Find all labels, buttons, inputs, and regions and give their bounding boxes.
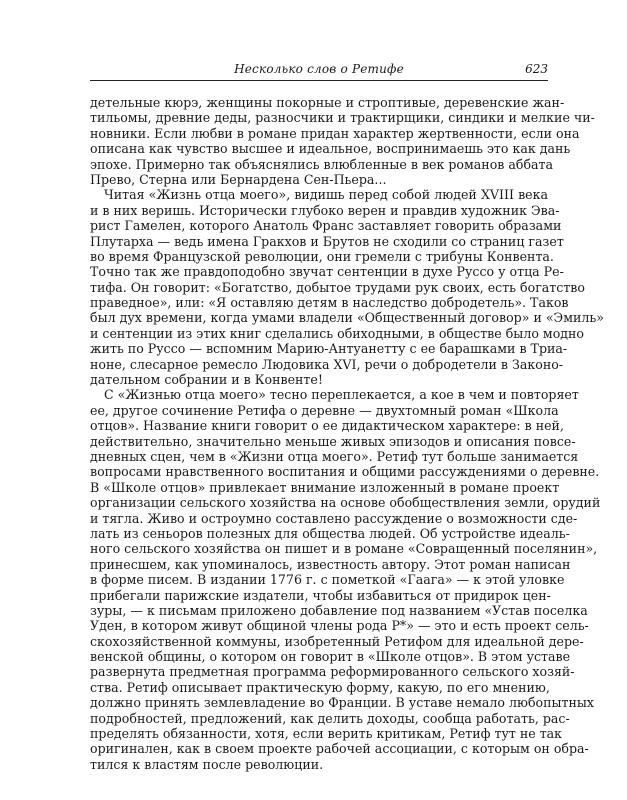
text-line: вопросами нравственного воспитания и общими рассуждениями о деревне.: [90, 464, 600, 480]
running-title: Несколько слов о Ретифе: [234, 62, 404, 76]
text-line: во время Французской революции, они гремели с трибуны Конвента.: [90, 248, 554, 264]
text-line: организации сельского хозяйства на основе обобществления земли, орудий: [90, 495, 601, 511]
text-line: Читая «Жизнь отца моего», видишь перед собой людей XVIII века: [104, 187, 548, 203]
text-line: отцов». Название книги говорит о ее дидактическом характере: в ней,: [90, 418, 564, 434]
text-line: С «Жизнью отца моего» тесно переплекается, а кое в чем и повторяет: [104, 387, 579, 403]
text-line: тифа. Он говорит: «Богатство, добытое трудами рук своих, есть богатство: [90, 279, 585, 295]
text-line: дательном собрании и в Конвенте!: [90, 372, 323, 388]
text-line: детельные кюрэ, женщины покорные и строптивые, деревенские жан-: [90, 95, 565, 110]
text-line: Уден, в котором живут общиной члены рода Р*» — это и есть проект сель-: [90, 618, 589, 634]
text-line: ства. Ретиф описывает практическую форму, какую, по его мнению,: [90, 679, 550, 695]
text-line: Точно так же правдоподобно звучат сентенции в духе Руссо у отца Ре-: [90, 264, 564, 280]
text-line: и тягла. Живо и остроумно составлено рассуждение о возможности сде-: [90, 510, 578, 526]
text-line: описана как чувство высшее и идеальное, воспринимаешь это как дань: [90, 141, 571, 157]
text-line: развернута предметная программа реформированного сельского хозяй-: [90, 664, 575, 680]
text-line: подробностей, предложений, как делить доходы, сообща работать, рас-: [90, 710, 570, 726]
text-line: скохозяйственной коммуны, изобретенный Ретифом для идеальной дере-: [90, 633, 584, 649]
text-line: был дух времени, когда умами владели «Общественный договор» и «Эмиль»: [90, 310, 604, 326]
page-number: 623: [525, 62, 548, 76]
text-line: прибегали парижские издатели, чтобы избавиться от придирок цен-: [90, 587, 551, 603]
text-line: принесшем, как упоминалось, известность автору. Этот роман написан: [90, 556, 571, 572]
text-line: ноне, слесарное ремесло Людовика XVI, речи о добродетели в Законо-: [90, 356, 564, 372]
text-line: действительно, значительно меньше живых эпизодов и описания повсе-: [90, 433, 576, 449]
text-line: должно принять землевладение во Франции. В уставе немало любопытных: [90, 695, 595, 711]
text-line: эпохе. Примерно так объяснялись влюбленные в век романов аббата: [90, 156, 554, 172]
text-line: и в них веришь. Исторически глубоко верен и правдив художник Эва-: [90, 202, 560, 218]
text-line: рист Гамелен, которого Анатоль Франс заставляет говорить образами: [90, 218, 562, 234]
text-line: жить по Руссо — вспомним Марию-Антуанетту с ее барашками в Триа-: [90, 341, 568, 357]
text-line: тильомы, древние деды, разносчики и трактирщики, синдики и мелкие чи-: [90, 110, 595, 126]
text-line: и сентенции из этих книг сделались обиходными, в обществе было модно: [90, 325, 585, 341]
text-line: оригинален, как в своем проекте рабочей ассоциации, с которым он обра-: [90, 741, 589, 757]
text-line: В «Школе отцов» привлекает внимание изложенный в романе проект: [90, 479, 560, 495]
text-line: Прево, Стерна или Бернардена Сен-Пьера...: [90, 171, 387, 187]
text-line: венской общины, о котором он говорит в «Школе отцов». В этом уставе: [90, 649, 571, 665]
running-head: [90, 62, 548, 81]
text-line: ного сельского хозяйства он пишет и в романе «Совращенный поселянин»,: [90, 541, 598, 557]
text-line: зуры, — к письмам приложено добавление под названием «Устав поселка: [90, 602, 588, 618]
text-line: новники. Если любви в романе придан характер жертвенности, если она: [90, 125, 580, 141]
text-line: тился к властям после революции.: [90, 756, 324, 772]
text-line: лать из сеньоров полезных для общества людей. Об устройстве идеаль-: [90, 525, 570, 541]
text-line: Плутарха — ведь имена Гракхов и Брутов не сходили со страниц газет: [90, 233, 564, 249]
text-line: ее, другое сочинение Ретифа о деревне — двухтомный роман «Школа: [90, 402, 559, 418]
text-line: дневных сцен, чем в «Жизни отца моего». Ретиф тут больше занимается: [90, 448, 579, 464]
text-line: пределять обязанности, хотя, если верить критикам, Ретиф тут не так: [90, 726, 563, 742]
text-line: в форме писем. В издании 1776 г. с пометкой «Гаага» — к этой уловке: [90, 572, 565, 588]
body-text: [90, 95, 604, 772]
text-line: праведное», или: «Я оставляю детям в наследство добродетель». Таков: [90, 295, 569, 311]
